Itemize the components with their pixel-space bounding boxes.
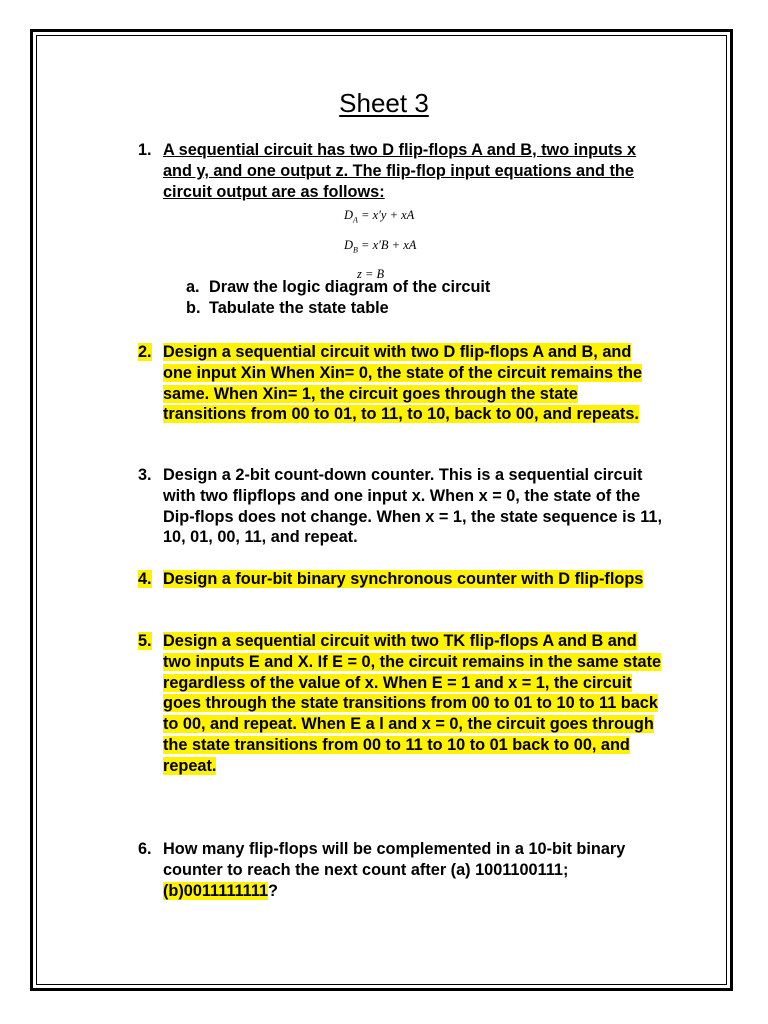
question-text: Design a four-bit binary synchronous counter with D flip-flops bbox=[163, 570, 644, 588]
question-number: 3. bbox=[138, 466, 152, 484]
equation-z: z = B bbox=[357, 267, 385, 281]
question-text bbox=[163, 839, 663, 901]
equation-subscript: A bbox=[353, 215, 358, 225]
subitem-letter: a. bbox=[186, 278, 200, 296]
question-text: Design a sequential circuit with two D flip-flops A and B, and one input Xin When Xin= 0, the state of the circuit remains the same. When Xin= 1, the circuit goes through the state transitions from 00 to 01, to 11, to 10, back to 00, and repeats. bbox=[163, 343, 643, 424]
subitem-list bbox=[186, 277, 490, 319]
question-text-highlight: (b)0011111111 bbox=[163, 881, 269, 900]
question-number: 5. bbox=[138, 632, 152, 650]
subitem-text: Draw the logic diagram of the circuit bbox=[209, 278, 491, 296]
equation-da: $D_A = x'y$ + xA bbox=[344, 208, 415, 225]
question-number: 2. bbox=[138, 343, 152, 361]
question-text-plain: How many flip-flops will be complemented in a 10-bit binary counter to reach the next count after (a) 1001100111; bbox=[163, 840, 626, 879]
question-text: Design a 2-bit count-down counter. This is a sequential circuit with two flipflops and one input x. When x = 0, the state of the Dip-flops does not change. When x = 1, the state sequence is 11, 10, 01, 00, 11, and repeat. bbox=[163, 466, 662, 547]
equations bbox=[344, 203, 416, 286]
question-text: Design a sequential circuit with two TK flip-flops A and B and two inputs E and X. If E = 0, the circuit remains in the same state regardless of the value of x. When E = 1 and x = 1, the circuit goes through the state transitions from 00 to 01 to 10 to 11 back to 00, and repeat. When E a l and x = 0, the circuit goes through the state transitions from 00 to 11 to 10 to 01 back to 00, and repeat. bbox=[163, 632, 662, 775]
question-number: 4. bbox=[138, 570, 152, 588]
question-text: A sequential circuit has two D flip-flops A and B, two inputs x and y, and one output z. The flip-flop input equations and the circuit output are as follows: bbox=[163, 141, 637, 201]
subitem-a bbox=[186, 277, 490, 298]
subitem-text: Tabulate the state table bbox=[209, 299, 389, 317]
question-number: 6. bbox=[138, 840, 152, 858]
question-text-end: ? bbox=[268, 881, 278, 900]
page-title: Sheet 3 bbox=[339, 88, 429, 118]
subitem-b bbox=[186, 298, 490, 319]
subitem-letter: b. bbox=[186, 299, 201, 317]
equation-subscript: B bbox=[353, 245, 358, 254]
question-number: 1. bbox=[138, 141, 152, 159]
equation-db: $D_B = x'B$ + xA bbox=[344, 237, 417, 254]
